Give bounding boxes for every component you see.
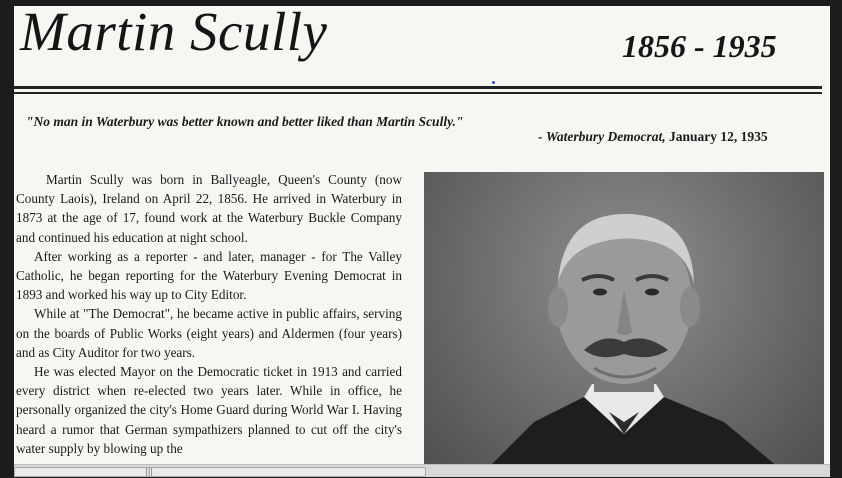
- article-paragraph: After working as a reporter - and later, manager - for The Valley Catholic, he began reporting for the Waterbury Evening Democrat in 1893 and worked his way up to City Editor.: [16, 248, 402, 303]
- page-title: Martin Scully: [20, 6, 328, 62]
- document-page: [14, 6, 830, 464]
- header-rule-bottom: [14, 92, 822, 94]
- header-rule-top: [14, 86, 822, 89]
- portrait-photo-icon: [424, 172, 824, 464]
- attribution-date: January 12, 1935: [665, 129, 768, 144]
- portrait-photo: [424, 172, 824, 464]
- pull-quote: "No man in Waterbury was better known and better liked than Martin Scully.": [26, 114, 464, 129]
- horizontal-scrollbar[interactable]: [14, 464, 830, 477]
- attribution-dash: -: [538, 129, 546, 144]
- article-body: [16, 170, 402, 458]
- cursor-dot: [492, 81, 495, 84]
- article-paragraph: He was elected Mayor on the Democratic ticket in 1913 and carried every district when re-elected two years later. While in office, he personally organized the city's Home Guard during World War I. Having heard a rumor that German sympathizers planned to cut off the city's water supply by blowing up the: [16, 364, 402, 456]
- scrollbar-grip[interactable]: |||: [145, 467, 154, 476]
- article-paragraph: While at "The Democrat", he became active in public affairs, serving on the boards of Public Works (eight years) and Aldermen (four years) and as City Auditor for two years.: [16, 306, 402, 360]
- attribution-publication: Waterbury Democrat,: [545, 129, 666, 144]
- scrollbar-thumb[interactable]: [14, 467, 426, 477]
- quote-attribution: [538, 129, 768, 145]
- article-paragraph: Martin Scully was born in Ballyeagle, Queen's County (now County Laois), Ireland on April 22, 1856. He arrived in Waterbury in 1873 at the age of 17, found work at the Waterbury Buckle Company and continued his education at night school.: [16, 172, 402, 245]
- life-years: 1856 - 1935: [622, 28, 777, 64]
